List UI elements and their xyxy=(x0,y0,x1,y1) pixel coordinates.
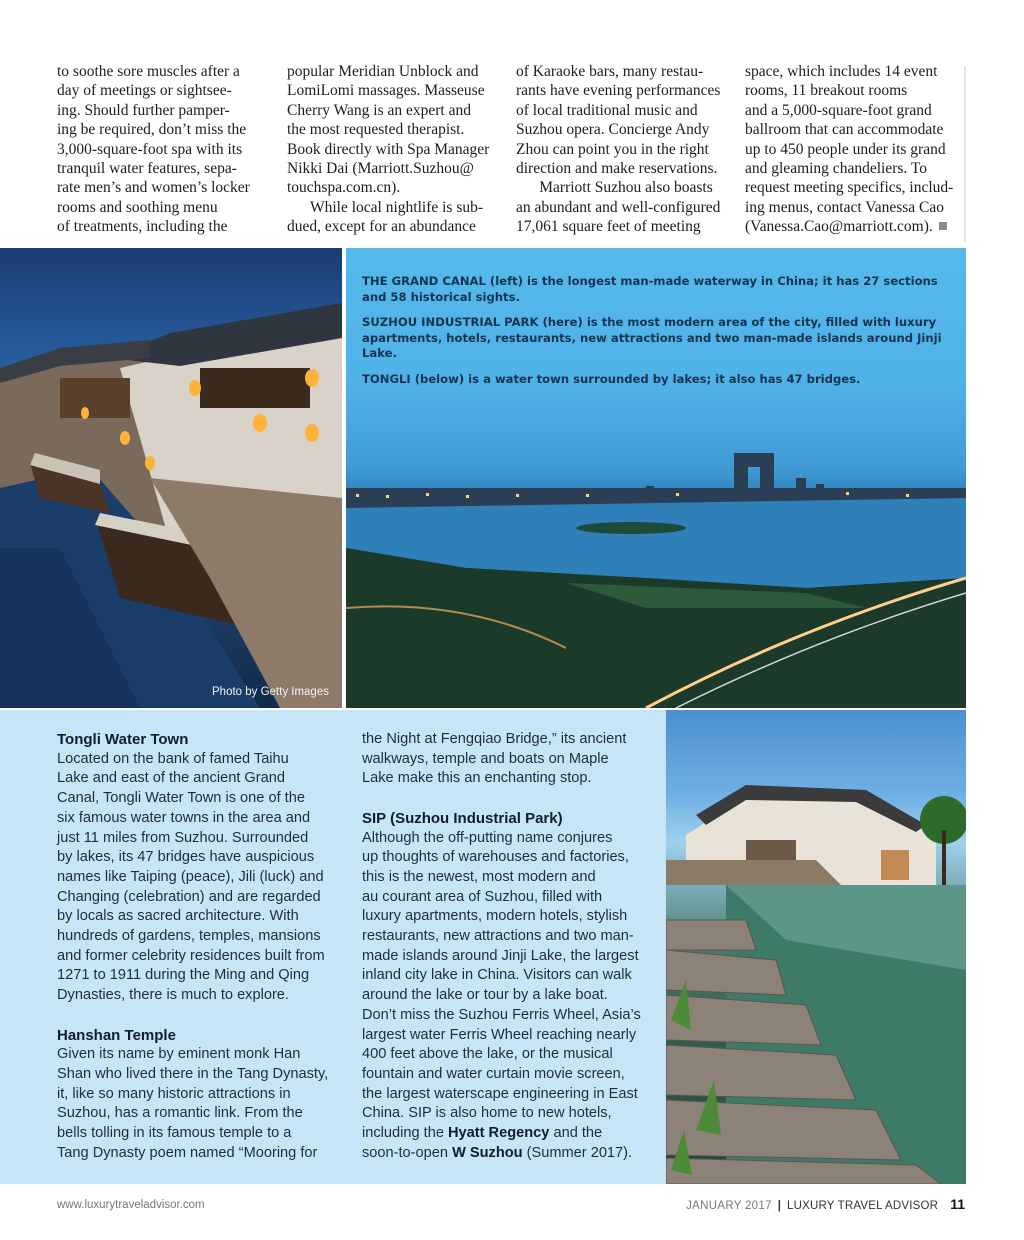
tongli-illustration xyxy=(666,710,966,1184)
footer-date: JANUARY 2017 xyxy=(686,1200,772,1212)
sip-body-soon: soon-to-open xyxy=(362,1144,453,1161)
hanshan-body-continued: the Night at Fengqiao Bridge,” its ancient walkways, temple and boats on Maple Lake make this an enchanting stop. xyxy=(362,731,627,787)
suzhou-industrial-park-photo xyxy=(346,248,966,708)
photo-credit: Photo by Getty Images xyxy=(212,686,329,698)
page-footer xyxy=(57,1196,965,1216)
sip-heading: SIP (Suzhou Industrial Park) xyxy=(362,809,563,827)
article-column-2: popular Meridian Unblock and LomiLomi massages. Masseuse Cherry Wang is an expert and the most requested therapist. Book directly with Spa Manager Nikki Dai (Marriott.Suzhou@ touchspa.com.cn). While local nightlife is sub- dued, except for an abundance xyxy=(287,63,490,236)
sidebar-column-left xyxy=(57,730,357,1163)
article-column-4-text: space, which includes 14 event rooms, 11 breakout rooms and a 5,000-square-foot grand ballroom that can accommodate up to 450 people under its grand and gleaming chandeliers. To request meeting specifics, includ- ing menus, contact Vanessa Cao (Vanessa.Cao@marriott.com). xyxy=(745,63,954,236)
column-rule xyxy=(964,66,966,242)
article-column-3: of Karaoke bars, many restau- rants have evening performances of local traditional music and Suzhou opera. Concierge Andy Zhou can point you in the right direction and make reservations. Marriott Suzhou also boasts an abundant and well-configured 17,061 square feet of meeting xyxy=(516,63,721,236)
footer-url: www.luxurytraveladvisor.com xyxy=(57,1199,205,1211)
hotel-w-suzhou: W Suzhou xyxy=(452,1144,523,1161)
article-column-4 xyxy=(745,62,953,237)
tongli-body: Located on the bank of famed Taihu Lake and east of the ancient Grand Canal, Tongli Water Town is one of the six famous water towns in the area and just 11 miles from Suzhou. Surrounded by lakes, its 47 bridges have auspicious names like Taiping (peace), Jili (luck) and Changing (celebration) and are regarded by locals as sacred architecture. With hundreds of gardens, temples, mansions and former celebrity residences built from 1271 to 1911 during the Ming and Qing Dynasties, there is much to explore. xyxy=(57,750,325,1004)
footer-right xyxy=(686,1196,965,1212)
sip-body xyxy=(362,829,662,1164)
article-column-1: to soothe sore muscles after a day of meetings or sightsee- ing. Should further pamper- ing be required, don’t miss the 3,000-square-foot spa with its tranquil water features, sepa- rate men’s and women’s locker rooms and soothing menu of treatments, including the xyxy=(57,63,250,236)
hotel-hyatt-regency: Hyatt Regency xyxy=(448,1125,550,1142)
hanshan-body: Given its name by eminent monk Han Shan who lived there in the Tang Dynasty, it, like so many historic attractions in Suzhou, has a romantic link. From the bells tolling in its famous temple to a Tang Dynasty poem named “Mooring for xyxy=(57,1046,329,1161)
grand-canal-illustration xyxy=(0,248,342,708)
photo-band xyxy=(0,248,966,708)
article-columns xyxy=(57,62,965,242)
tongli-heading: Tongli Water Town xyxy=(57,731,189,748)
sip-body-and-the: and the xyxy=(549,1125,603,1142)
grand-canal-photo xyxy=(0,248,342,708)
end-of-article-mark xyxy=(939,222,947,230)
attractions-sidebar xyxy=(0,710,966,1184)
sip-body-end: (Summer 2017). xyxy=(522,1144,633,1161)
caption-suzhou-industrial-park: SUZHOU INDUSTRIAL PARK (here) is the most modern area of the city, filled with luxury apartments, hotels, restaurants, new attractions and two man-made islands around Jinji Lake. xyxy=(362,315,942,360)
photo-captions xyxy=(362,274,957,397)
sidebar-column-middle xyxy=(362,730,662,1163)
caption-grand-canal: THE GRAND CANAL (left) is the longest man-made waterway in China; it has 27 sections and 58 historical sights. xyxy=(362,274,938,304)
hanshan-heading: Hanshan Temple xyxy=(57,1026,176,1044)
page-number: 11 xyxy=(950,1196,965,1212)
tongli-photo xyxy=(666,710,966,1184)
caption-tongli: TONGLI (below) is a water town surrounded by lakes; it also has 47 bridges. xyxy=(362,371,861,386)
footer-magazine-name: LUXURY TRAVEL ADVISOR xyxy=(786,1200,939,1212)
sip-body-text: Although the off-putting name conjures up thoughts of warehouses and factories, this is the newest, most modern and au courant area of Suzhou, filled with luxury apartments, modern hotels, stylish restaurants, new attractions and two man- made islands around Jinji Lake, the largest inland city lake in China. Visitors can walk around the lake or tour by a lake boat. Don’t miss the Suzhou Ferris Wheel, Asia’s largest water Ferris Wheel reaching nearly 400 feet above the lake, or the musical fountain and water curtain movie screen, the largest waterscape engineering in East China. SIP is also home to new hotels, including the xyxy=(362,829,641,1142)
footer-separator: | xyxy=(777,1200,781,1212)
